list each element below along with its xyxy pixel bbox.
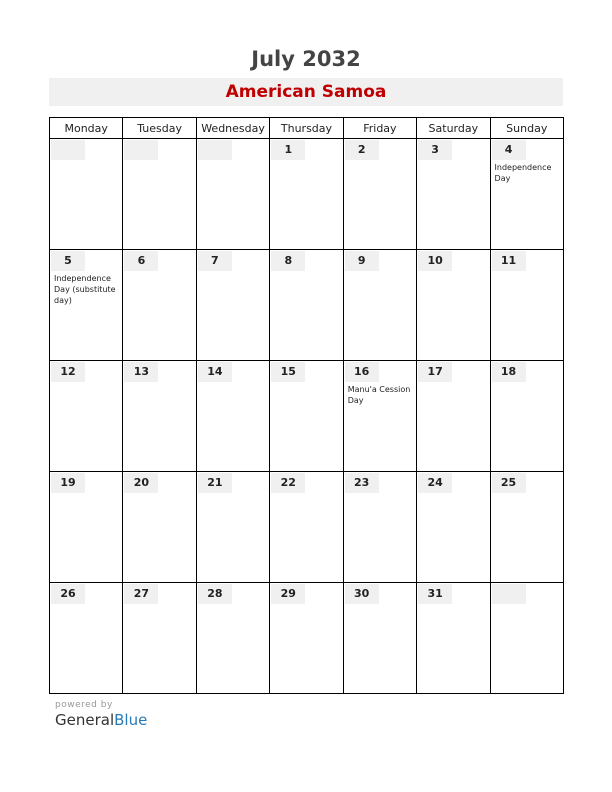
day-cell <box>270 472 343 583</box>
day-number: 11 <box>492 251 526 271</box>
day-number: 14 <box>198 362 232 382</box>
day-cell <box>50 139 123 250</box>
day-cell <box>123 250 196 361</box>
holiday-label: Independence Day <box>494 163 552 183</box>
day-number: 7 <box>198 251 232 271</box>
day-cell <box>343 472 416 583</box>
day-number: 24 <box>418 473 452 493</box>
day-cell <box>417 250 490 361</box>
day-cell <box>196 472 269 583</box>
brand-name-part2: Blue <box>114 711 148 729</box>
day-cell <box>50 583 123 694</box>
day-cell <box>270 250 343 361</box>
day-cell <box>417 583 490 694</box>
day-cell <box>417 139 490 250</box>
calendar-body <box>50 139 564 694</box>
day-number: 6 <box>124 251 158 271</box>
day-cell <box>123 361 196 472</box>
day-cell <box>123 472 196 583</box>
week-row <box>50 250 564 361</box>
holiday-label: Manu'a Cession Day <box>347 385 411 405</box>
day-number <box>51 140 85 160</box>
day-cell <box>417 361 490 472</box>
day-cell <box>50 472 123 583</box>
day-cell <box>270 139 343 250</box>
region-name: American Samoa <box>225 82 387 102</box>
week-row <box>50 361 564 472</box>
day-cell <box>343 361 416 472</box>
day-cell <box>343 139 416 250</box>
day-number: 17 <box>418 362 452 382</box>
brand-name-part1: General <box>55 711 115 729</box>
day-cell <box>490 250 563 361</box>
weekday-saturday: Saturday <box>417 118 490 139</box>
day-cell <box>490 361 563 472</box>
day-cell <box>490 472 563 583</box>
day-number <box>124 140 158 160</box>
weekday-thursday: Thursday <box>270 118 343 139</box>
day-cell <box>417 472 490 583</box>
day-number: 12 <box>51 362 85 382</box>
week-row <box>50 583 564 694</box>
brand-logo[interactable] <box>55 711 147 729</box>
weekday-monday: Monday <box>50 118 123 139</box>
day-number: 23 <box>345 473 379 493</box>
day-cell <box>270 361 343 472</box>
day-number: 21 <box>198 473 232 493</box>
footer <box>55 700 147 729</box>
day-number: 29 <box>271 584 305 604</box>
day-number: 30 <box>345 584 379 604</box>
day-number: 16 <box>345 362 379 382</box>
weekday-tuesday: Tuesday <box>123 118 196 139</box>
day-number: 22 <box>271 473 305 493</box>
day-cell <box>343 250 416 361</box>
day-number: 4 <box>492 140 526 160</box>
day-number: 3 <box>418 140 452 160</box>
day-number: 28 <box>198 584 232 604</box>
day-cell <box>50 250 123 361</box>
day-number: 2 <box>345 140 379 160</box>
day-number <box>492 584 526 604</box>
day-cell <box>123 583 196 694</box>
weekday-header-row <box>50 118 564 139</box>
day-number: 27 <box>124 584 158 604</box>
day-cell <box>196 583 269 694</box>
day-number: 19 <box>51 473 85 493</box>
calendar-grid <box>49 117 564 694</box>
day-number: 15 <box>271 362 305 382</box>
day-number: 1 <box>271 140 305 160</box>
day-number: 10 <box>418 251 452 271</box>
holiday-label: Independence Day (substitute day) <box>54 274 116 305</box>
day-cell <box>270 583 343 694</box>
week-row <box>50 472 564 583</box>
weekday-wednesday: Wednesday <box>196 118 269 139</box>
week-row <box>50 139 564 250</box>
page-title: July 2032 <box>251 47 361 71</box>
day-number: 31 <box>418 584 452 604</box>
day-number: 26 <box>51 584 85 604</box>
region-banner <box>49 78 563 106</box>
day-number: 20 <box>124 473 158 493</box>
day-cell <box>196 250 269 361</box>
day-cell <box>50 361 123 472</box>
day-number: 8 <box>271 251 305 271</box>
day-number: 9 <box>345 251 379 271</box>
weekday-friday: Friday <box>343 118 416 139</box>
day-cell <box>196 139 269 250</box>
day-cell <box>123 139 196 250</box>
day-number: 5 <box>51 251 85 271</box>
day-number <box>198 140 232 160</box>
day-number: 13 <box>124 362 158 382</box>
day-cell <box>196 361 269 472</box>
day-number: 25 <box>492 473 526 493</box>
day-cell <box>490 139 563 250</box>
day-cell <box>343 583 416 694</box>
weekday-sunday: Sunday <box>490 118 563 139</box>
powered-by-text: powered by <box>55 700 113 710</box>
day-cell <box>490 583 563 694</box>
day-number: 18 <box>492 362 526 382</box>
